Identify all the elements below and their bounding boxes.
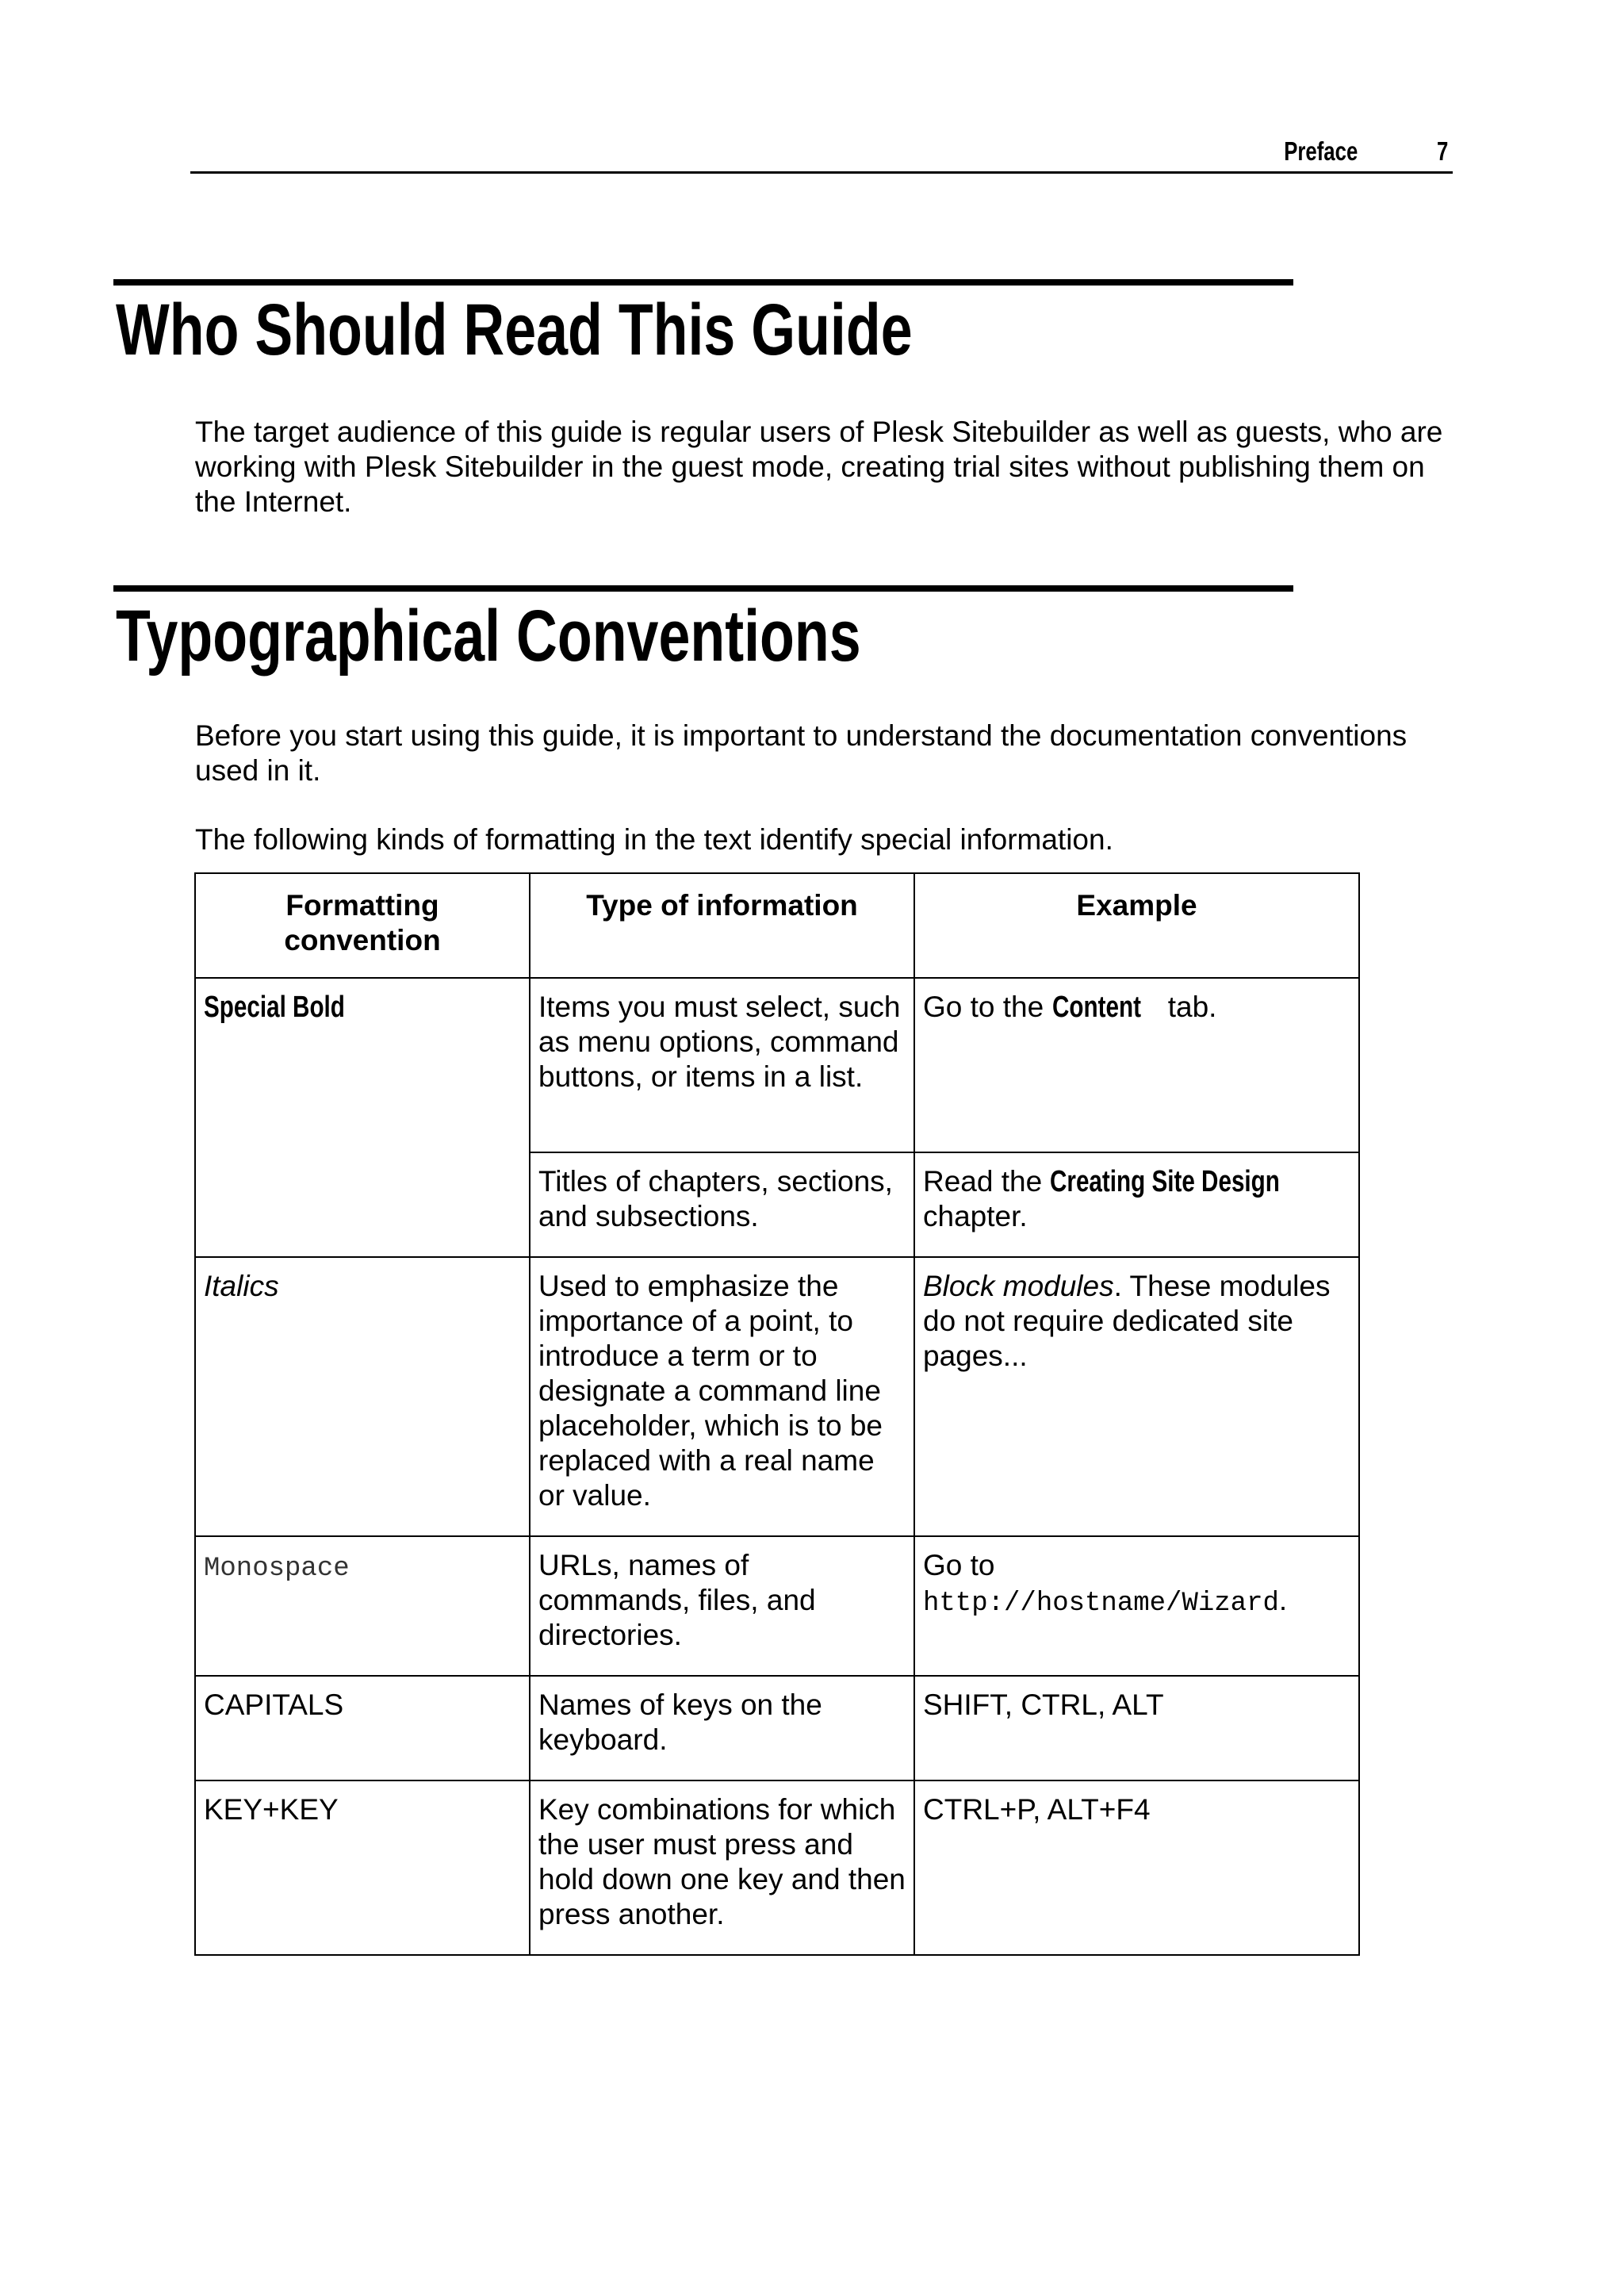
page-number: 7 <box>1436 136 1448 166</box>
cell-type: URLs, names of commands, files, and directories. <box>530 1536 914 1676</box>
section-rule <box>113 585 1293 592</box>
convention-monospace: Monospace <box>204 1554 350 1584</box>
table-row <box>195 1780 1359 1955</box>
cell-type: Titles of chapters, sections, and subsections. <box>530 1152 914 1257</box>
cell-example: SHIFT, CTRL, ALT <box>914 1676 1359 1780</box>
conventions-table <box>194 872 1360 1956</box>
table-row <box>195 1257 1359 1536</box>
section-rule <box>113 279 1293 286</box>
cell-example: Read the Creating Site Design chapter. <box>914 1152 1359 1257</box>
table-row <box>195 1536 1359 1676</box>
cell-type: Used to emphasize the importance of a point, to introduce a term or to designate a command line placeholder, which is to be replaced with a real name or value. <box>530 1257 914 1536</box>
conventions-intro-paragraph: Before you start using this guide, it is important to understand the documentation conventions used in it. <box>195 719 1408 787</box>
header-formatting-convention: Formatting convention <box>195 873 530 978</box>
cell-type: Items you must select, such as menu options, command buttons, or items in a list. <box>530 978 914 1152</box>
cell-convention: CAPITALS <box>195 1676 530 1780</box>
example-url: http://hostname/Wizard <box>923 1589 1279 1619</box>
cell-example: Block modules. These modules do not require dedicated site pages... <box>914 1257 1359 1536</box>
cell-convention <box>195 1257 530 1536</box>
table-header-row <box>195 873 1359 978</box>
cell-example: CTRL+P, ALT+F4 <box>914 1780 1359 1955</box>
cell-type: Key combinations for which the user must press and hold down one key and then press another. <box>530 1780 914 1955</box>
cell-convention <box>195 978 530 1257</box>
header-example: Example <box>914 873 1359 978</box>
table-row <box>195 978 1359 1152</box>
example-bold-chapter: Creating Site Design <box>1050 1165 1281 1198</box>
running-header <box>190 135 1453 174</box>
running-header-section: Preface <box>1283 136 1358 166</box>
cell-example: Go to the Content tab. <box>914 978 1359 1152</box>
audience-paragraph: The target audience of this guide is regular users of Plesk Sitebuilder as well as guests, who are working with Plesk Sitebuilder in the guest mode, creating trial sites without publishing them on the Internet. <box>195 416 1443 518</box>
header-type-of-information: Type of information <box>530 873 914 978</box>
example-bold-content: Content <box>1051 991 1141 1024</box>
cell-type: Names of keys on the keyboard. <box>530 1676 914 1780</box>
section-heading-audience: Who Should Read This Guide <box>116 289 913 370</box>
cell-convention: KEY+KEY <box>195 1780 530 1955</box>
conventions-lead-paragraph: The following kinds of formatting in the text identify special information. <box>195 823 1113 856</box>
convention-special-bold: Special Bold <box>204 991 345 1024</box>
convention-italics: Italics <box>204 1270 279 1302</box>
cell-example: Go to http://hostname/Wizard. <box>914 1536 1359 1676</box>
section-heading-conventions: Typographical Conventions <box>116 596 861 677</box>
table-row <box>195 1676 1359 1780</box>
cell-convention <box>195 1536 530 1676</box>
